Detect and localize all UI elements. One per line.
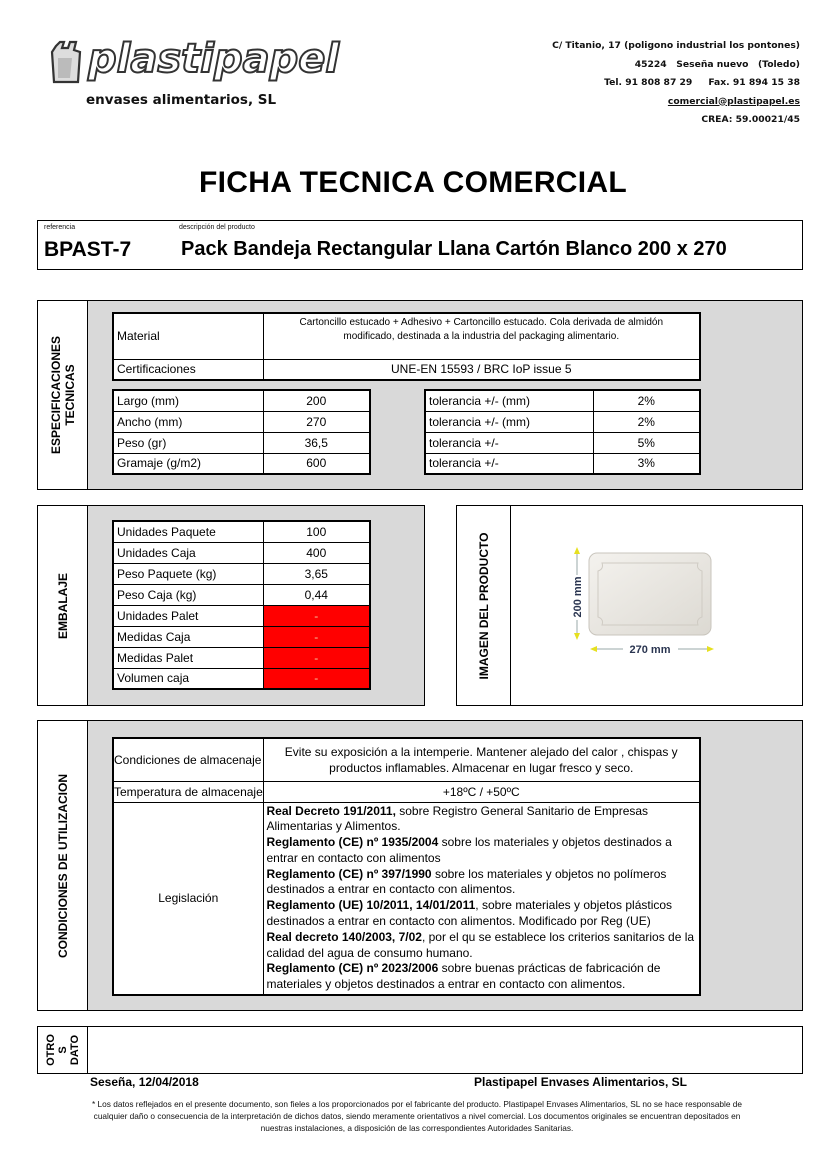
product-description: Pack Bandeja Rectangular Llana Cartón Blanco 200 x 270	[181, 238, 727, 260]
table-row	[425, 390, 700, 411]
material-label: Material	[113, 313, 263, 359]
product-image-tray	[560, 545, 730, 660]
pack-value: 0,44	[263, 584, 370, 605]
legislation-label: Legislación	[113, 802, 263, 995]
conditions-table	[112, 737, 701, 996]
section-side-label	[38, 301, 88, 489]
email-link[interactable]: comercial@plastipapel.es	[667, 95, 800, 107]
section-side-label	[38, 1027, 88, 1073]
legislation-list	[263, 802, 700, 995]
legislation-item: Real decreto 140/2003, 7/02, por el qu se establece los criterios sanitarios de la calidad del agua de consumo humano.	[266, 929, 695, 960]
section-side-label	[38, 721, 88, 1010]
pack-value: 400	[263, 542, 370, 563]
footer-company: Plastipapel Envases Alimentarios, SL	[474, 1075, 687, 1089]
section-side-label	[457, 506, 511, 705]
table-row	[425, 411, 700, 432]
section-side-label	[38, 506, 88, 705]
legislation-item: Reglamento (CE) nº 397/1990 sobre los materiales y objetos no polímeros destinados a entrar en contacto con alimentos.	[266, 866, 667, 897]
legislation-item: Reglamento (UE) 10/2011, 14/01/2011, sobre materiales y objetos plásticos destinados a entrar en contacto con alimentos. Modificado por Reg (UE)	[266, 898, 673, 929]
pack-label: Unidades Paquete	[113, 521, 263, 542]
side-label-otros-datos: OTRO S DATO	[44, 1034, 81, 1066]
tol-label: tolerancia +/- (mm)	[425, 411, 593, 432]
side-label-embalaje: EMBALAJE	[55, 572, 70, 639]
pack-value-missing: -	[263, 626, 370, 647]
cert-label: Certificaciones	[113, 359, 263, 380]
dim-value: 36,5	[263, 432, 370, 453]
product-code: BPAST-7	[44, 238, 132, 261]
dim-label: Gramaje (g/m2)	[113, 453, 263, 474]
legislation-item: Reglamento (CE) nº 2023/2006 sobre buenas prácticas de fabricación de materiales y objetos destinados a entrar en contacto con alimentos.	[266, 961, 661, 992]
temp-value: +18ºC / +50ºC	[263, 781, 700, 802]
table-row	[113, 781, 700, 802]
disclaimer: * Los datos reflejados en el presente documento, son fieles a los proporcionados por el fabricante del producto. Plastipapel Envases Alimentarios, SL no se hace responsable de cualquier daño o consecuencia de la interpretación de dichos datos, siendo meramente orientativos a nivel comercial. Los documentos originales se encuentran depositados en nuestras instalaciones, a disposición de las correspondientes Autoridades Sanitarias.	[91, 1099, 743, 1133]
dim-label: Largo (mm)	[113, 390, 263, 411]
description-label: descripción del producto	[179, 224, 255, 231]
storage-label: Condiciones de almacenaje	[113, 738, 263, 781]
table-row	[113, 738, 700, 781]
pack-value-missing: -	[263, 668, 370, 689]
table-row	[113, 390, 370, 411]
dim-label: Ancho (mm)	[113, 411, 263, 432]
tol-label: tolerancia +/- (mm)	[425, 390, 593, 411]
table-row	[113, 647, 370, 668]
table-row	[113, 453, 370, 474]
dim-value: 600	[263, 453, 370, 474]
table-row	[113, 802, 700, 995]
table-row	[113, 521, 370, 542]
tol-value: 5%	[593, 432, 700, 453]
tol-value: 2%	[593, 390, 700, 411]
footer-date: Seseña, 12/04/2018	[90, 1075, 199, 1089]
pack-label: Unidades Caja	[113, 542, 263, 563]
company-address	[552, 37, 800, 130]
bag-icon	[50, 40, 86, 84]
table-row	[113, 605, 370, 626]
table-row	[113, 668, 370, 689]
section-otros-datos	[37, 1026, 803, 1074]
logo-wordmark: plastipapel	[88, 36, 340, 82]
table-row	[113, 542, 370, 563]
dim-value: 200	[263, 390, 370, 411]
crea-number: CREA: 59.00021/45	[701, 114, 800, 125]
company-logo	[46, 36, 340, 116]
reference-label: referencia	[44, 224, 76, 231]
legislation-item: Real Decreto 191/2011, sobre Registro General Sanitario de Empresas Alimentarias y Alimentos.	[266, 803, 649, 834]
material-table	[112, 312, 701, 381]
table-row	[425, 453, 700, 474]
address-city: 45224 Seseña nuevo (Toledo)	[634, 58, 800, 70]
reference-box	[37, 220, 803, 270]
pack-value-missing: -	[263, 605, 370, 626]
page-title: FICHA TECNICA COMERCIAL	[199, 166, 627, 199]
pack-label: Medidas Palet	[113, 647, 263, 668]
table-row	[425, 432, 700, 453]
table-row	[113, 432, 370, 453]
tol-label: tolerancia +/-	[425, 432, 593, 453]
cert-value: UNE-EN 15593 / BRC IoP issue 5	[263, 359, 700, 380]
pack-label: Peso Paquete (kg)	[113, 563, 263, 584]
logo-subtitle: envases alimentarios, SL	[86, 92, 277, 108]
tol-label: tolerancia +/-	[425, 453, 593, 474]
pack-label: Volumen caja	[113, 668, 263, 689]
table-row	[113, 411, 370, 432]
pack-label: Medidas Caja	[113, 626, 263, 647]
pack-value: 100	[263, 521, 370, 542]
dimensions-table	[112, 389, 371, 475]
material-value: Cartoncillo estucado + Adhesivo + Cartoncillo estucado. Cola derivada de almidón modificado, destinada a la industria del packaging alimentario.	[263, 313, 700, 359]
phone-fax: Tel. 91 808 87 29 Fax. 91 894 15 38	[604, 77, 800, 88]
table-row	[113, 626, 370, 647]
tolerance-table	[424, 389, 701, 475]
side-label-especificaciones: ESPECIFICACIONES TECNICAS	[48, 335, 77, 455]
table-row	[113, 563, 370, 584]
pack-value: 3,65	[263, 563, 370, 584]
pack-label: Unidades Palet	[113, 605, 263, 626]
dim-value: 270	[263, 411, 370, 432]
dim-label: Peso (gr)	[113, 432, 263, 453]
storage-value: Evite su exposición a la intemperie. Mantener alejado del calor , chispas y productos inflamables. Almacenar en lugar fresco y seco.	[263, 738, 700, 781]
tol-value: 3%	[593, 453, 700, 474]
packaging-table	[112, 520, 371, 690]
dim-width-label: 270 mm	[629, 644, 671, 656]
pack-label: Peso Caja (kg)	[113, 584, 263, 605]
side-label-imagen: IMAGEN DEL PRODUCTO	[476, 532, 491, 679]
legislation-item: Reglamento (CE) nº 1935/2004 sobre los materiales y objetos destinados a entrar en contacto con alimentos	[266, 835, 672, 865]
side-label-condiciones: CONDICIONES DE UTILIZACION	[55, 773, 70, 958]
address-street: C/ Titanio, 17 (poligono industrial los pontones)	[552, 40, 800, 51]
dim-height-label: 200 mm	[572, 576, 584, 618]
temp-label: Temperatura de almacenaje	[113, 781, 263, 802]
table-row	[113, 584, 370, 605]
tol-value: 2%	[593, 411, 700, 432]
pack-value-missing: -	[263, 647, 370, 668]
